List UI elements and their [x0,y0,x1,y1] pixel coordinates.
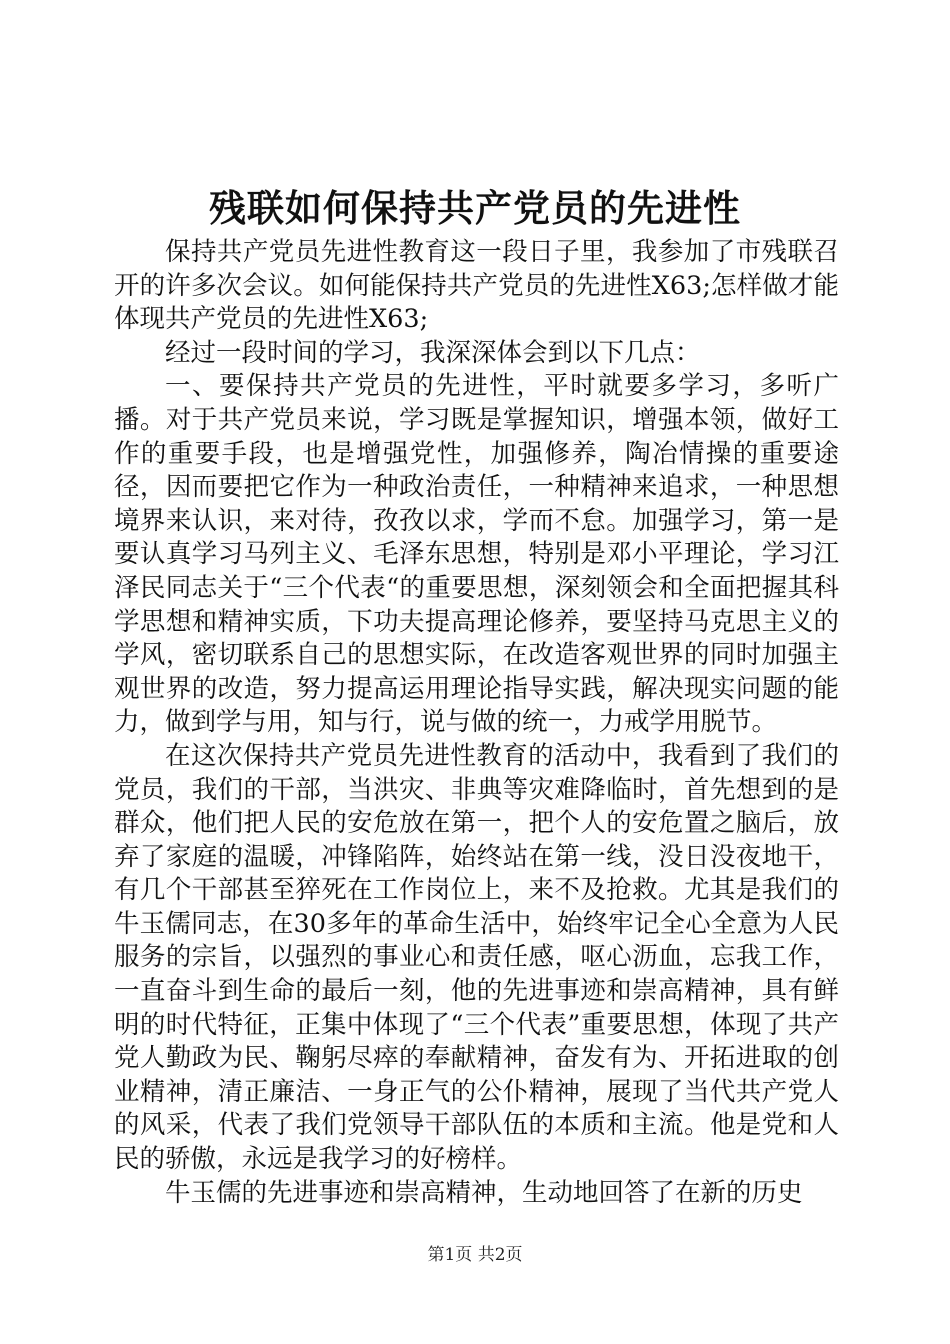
page-number-footer: 第1页 共2页 [427,1245,523,1265]
paragraph-2: 经过一段时间的学习，我深深体会到以下几点： [165,337,701,368]
document-title: 残联如何保持共产党员的先进性 [209,186,741,230]
paragraph-1: 保持共产党员先进性教育这一段日子里，我参加了市残联召开的许多次会议。如何能保持共产党员的先进性X63;怎样做才能体现共产党员的先进性X63; [114,237,839,335]
paragraph-5: 牛玉儒的先进事迹和崇高精神，生动地回答了在新的历史 [165,1177,803,1208]
paragraph-3: 一、要保持共产党员的先进性，平时就要多学习，多听广播。对于共产党员来说，学习既是掌握知识，增强本领，做好工作的重要手段，也是增强党性，加强修养，陶冶情操的重要途径，因而要把它作为一种政治责任，一种精神来追求，一种思想境界来认识，来对待，孜孜以求，学而不怠。加强学习，第一是要认真学习马列主义、毛泽东思想，特别是邓小平理论，学习江泽民同志关于“三个代表“的重要思想，深刻领会和全面把握其科学思想和精神实质，下功夫提高理论修养，要坚持马克思主义的学风，密切联系自己的思想实际，在改造客观世界的同时加强主观世界的改造，努力提高运用理论指导实践，解决现实问题的能力，做到学与用，知与行，说与做的统一，力戒学用脱节。 [114,371,839,738]
paragraph-4: 在这次保持共产党员先进性教育的活动中，我看到了我们的党员，我们的干部，当洪灾、非典等灾难降临时，首先想到的是群众，他们把人民的安危放在第一，把个人的安危置之脑后，放弃了家庭的温暖，冲锋陷阵，始终站在第一线，没日没夜地干，有几个干部甚至猝死在工作岗位上，来不及抢救。尤其是我们的牛玉儒同志，在30多年的革命生活中，始终牢记全心全意为人民服务的宗旨，以强烈的事业心和责任感，呕心沥血，忘我工作，一直奋斗到生命的最后一刻，他的先进事迹和崇高精神，具有鲜明的时代特征，正集中体现了“三个代表”重要思想，体现了共产党人勤政为民、鞠躬尽瘁的奉献精神，奋发有为、开拓进取的创业精神，清正廉洁、一身正气的公仆精神，展现了当代共产党人的风采，代表了我们党领导干部队伍的本质和主流。他是党和人民的骄傲，永远是我学习的好榜样。 [114,740,839,1175]
document-body [114,236,839,1210]
